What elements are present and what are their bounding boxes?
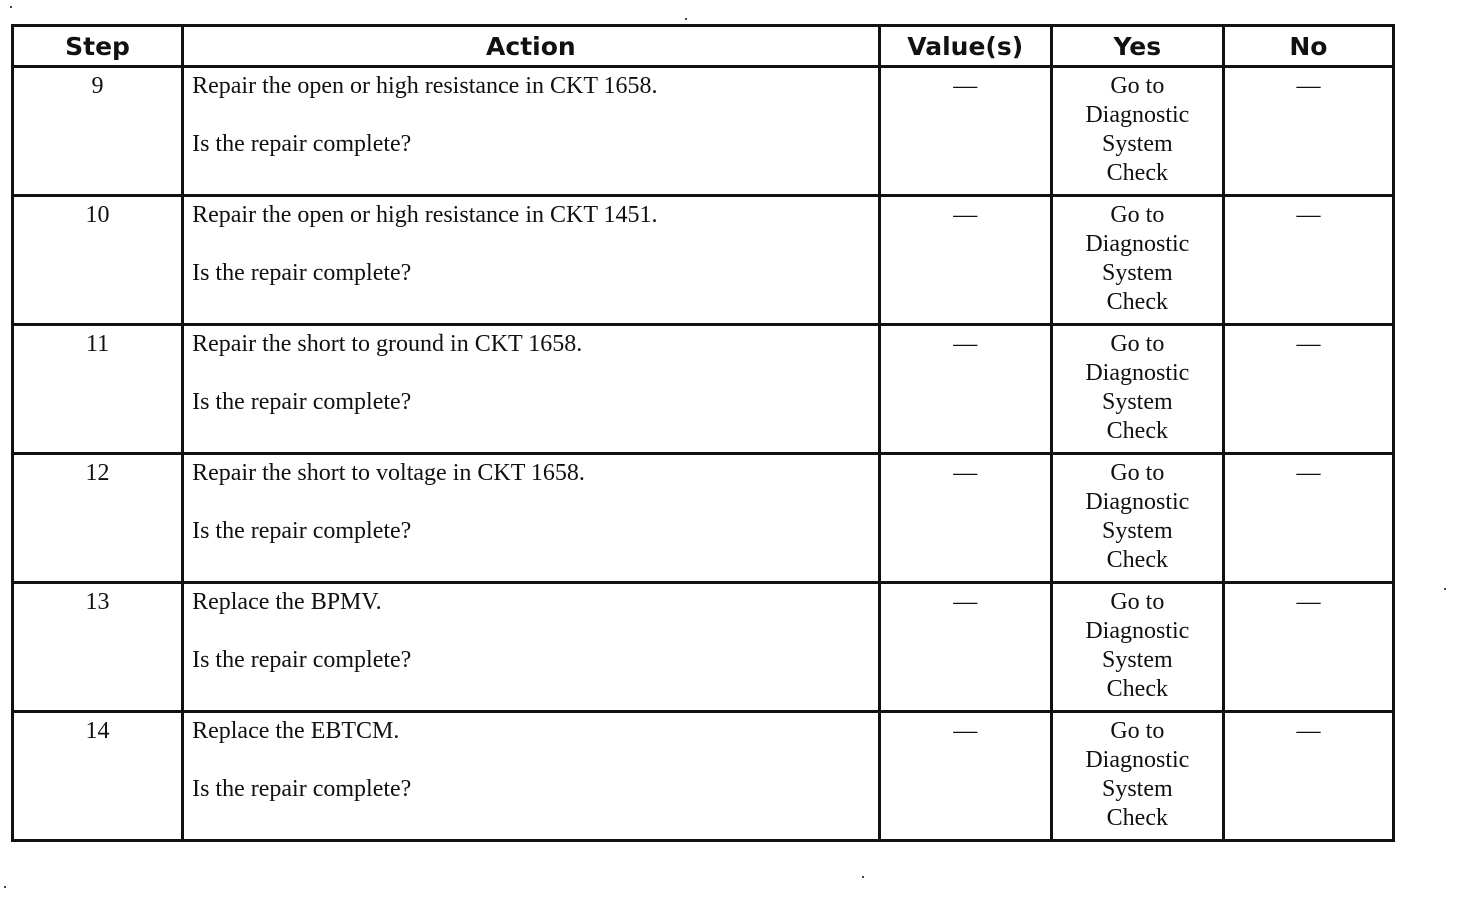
yes-cell xyxy=(1051,454,1223,583)
yes-instruction-line: Diagnostic xyxy=(1085,618,1190,644)
value-cell xyxy=(879,454,1051,583)
yes-instruction-line: System xyxy=(1101,260,1173,286)
no-dash: — xyxy=(1296,589,1321,615)
yes-instruction-line: Go to xyxy=(1110,718,1165,744)
action-instruction: Repair the short to ground in CKT 1658. xyxy=(192,331,583,357)
yes-instruction-line: System xyxy=(1101,647,1173,673)
yes-instruction-line: Go to xyxy=(1110,73,1165,99)
action-instruction: Repair the open or high resistance in CKT 1658. xyxy=(192,73,658,99)
table-row xyxy=(13,325,1394,454)
step-number: 12 xyxy=(13,454,183,583)
action-question: Is the repair complete? xyxy=(192,776,412,802)
yes-instruction-line: Diagnostic xyxy=(1085,102,1190,128)
yes-instruction-line: Check xyxy=(1106,418,1168,444)
scan-speck xyxy=(685,18,687,20)
no-cell xyxy=(1223,454,1393,583)
scan-speck xyxy=(4,886,6,888)
table-header-row xyxy=(13,26,1394,67)
yes-instruction-line: System xyxy=(1101,131,1173,157)
header-no: No xyxy=(1223,26,1393,67)
yes-instruction-line: Check xyxy=(1106,547,1168,573)
yes-instruction-line: Check xyxy=(1106,805,1168,831)
yes-instruction-line: Diagnostic xyxy=(1085,747,1190,773)
diagnostic-table xyxy=(11,24,1395,842)
value-dash: — xyxy=(953,718,978,744)
value-cell xyxy=(879,196,1051,325)
header-value: Value(s) xyxy=(879,26,1051,67)
action-question: Is the repair complete? xyxy=(192,518,412,544)
yes-instruction-line: System xyxy=(1101,518,1173,544)
yes-cell xyxy=(1051,196,1223,325)
yes-cell xyxy=(1051,67,1223,196)
yes-instruction-line: System xyxy=(1101,389,1173,415)
action-cell xyxy=(183,454,880,583)
no-dash: — xyxy=(1296,718,1321,744)
yes-cell xyxy=(1051,325,1223,454)
no-cell xyxy=(1223,67,1393,196)
scan-speck xyxy=(862,876,864,878)
yes-instruction-line: Diagnostic xyxy=(1085,231,1190,257)
no-cell xyxy=(1223,583,1393,712)
no-cell xyxy=(1223,712,1393,841)
step-number: 14 xyxy=(13,712,183,841)
yes-instruction-line: Diagnostic xyxy=(1085,489,1190,515)
value-cell xyxy=(879,325,1051,454)
yes-cell xyxy=(1051,712,1223,841)
table-row xyxy=(13,67,1394,196)
action-cell xyxy=(183,583,880,712)
step-number: 13 xyxy=(13,583,183,712)
value-dash: — xyxy=(953,331,978,357)
yes-instruction-line: Diagnostic xyxy=(1085,360,1190,386)
value-cell xyxy=(879,67,1051,196)
step-number: 10 xyxy=(13,196,183,325)
action-instruction: Repair the open or high resistance in CKT 1451. xyxy=(192,202,658,228)
no-dash: — xyxy=(1296,460,1321,486)
yes-instruction-line: Check xyxy=(1106,289,1168,315)
value-cell xyxy=(879,583,1051,712)
action-question: Is the repair complete? xyxy=(192,260,412,286)
no-dash: — xyxy=(1296,202,1321,228)
action-question: Is the repair complete? xyxy=(192,131,412,157)
yes-instruction-line: Go to xyxy=(1110,331,1165,357)
value-dash: — xyxy=(953,73,978,99)
yes-instruction-line: System xyxy=(1101,776,1173,802)
action-cell xyxy=(183,196,880,325)
action-instruction: Replace the EBTCM. xyxy=(192,718,400,744)
yes-instruction-line: Check xyxy=(1106,160,1168,186)
action-instruction: Repair the short to voltage in CKT 1658. xyxy=(192,460,585,486)
table-row xyxy=(13,583,1394,712)
no-dash: — xyxy=(1296,331,1321,357)
step-number: 11 xyxy=(13,325,183,454)
yes-instruction-line: Go to xyxy=(1110,460,1165,486)
table-body xyxy=(13,67,1394,841)
yes-instruction-line: Check xyxy=(1106,676,1168,702)
table-row xyxy=(13,196,1394,325)
action-instruction: Replace the BPMV. xyxy=(192,589,382,615)
yes-instruction-line: Go to xyxy=(1110,589,1165,615)
no-dash: — xyxy=(1296,73,1321,99)
action-question: Is the repair complete? xyxy=(192,647,412,673)
scan-speck xyxy=(1444,588,1446,590)
table-row xyxy=(13,454,1394,583)
action-cell xyxy=(183,712,880,841)
header-step: Step xyxy=(13,26,183,67)
action-question: Is the repair complete? xyxy=(192,389,412,415)
action-cell xyxy=(183,325,880,454)
value-dash: — xyxy=(953,460,978,486)
value-cell xyxy=(879,712,1051,841)
action-cell xyxy=(183,67,880,196)
yes-instruction-line: Go to xyxy=(1110,202,1165,228)
header-action: Action xyxy=(183,26,880,67)
value-dash: — xyxy=(953,202,978,228)
no-cell xyxy=(1223,325,1393,454)
header-yes: Yes xyxy=(1051,26,1223,67)
no-cell xyxy=(1223,196,1393,325)
scan-speck xyxy=(10,6,12,8)
yes-cell xyxy=(1051,583,1223,712)
value-dash: — xyxy=(953,589,978,615)
table-row xyxy=(13,712,1394,841)
step-number: 9 xyxy=(13,67,183,196)
